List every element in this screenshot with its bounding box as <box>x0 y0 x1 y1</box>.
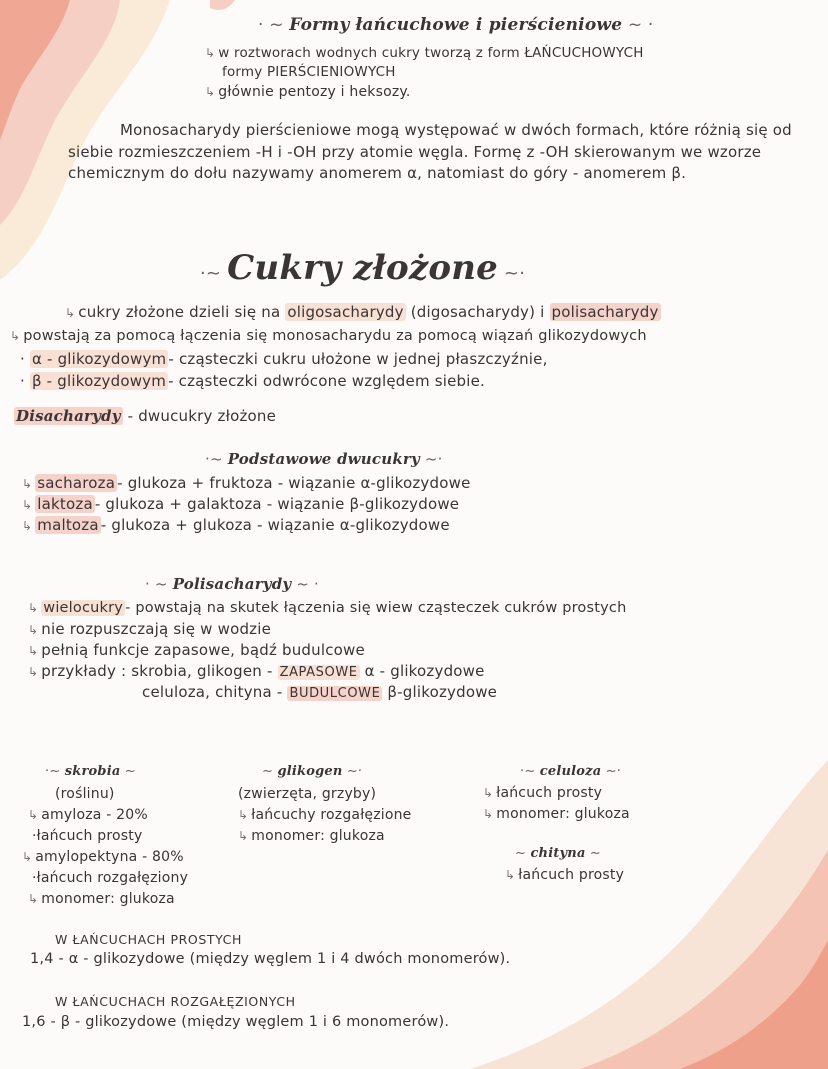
note-branched-chains-title: W ŁAŃCUCHACH ROZGAŁĘZIONYCH <box>55 994 296 1009</box>
bullet-water-solutions: ↳ w roztworach wodnych cukry tworzą z form ŁAŃCUCHOWYCH <box>205 45 644 61</box>
heading-glycogen: ~ glikogen ~· <box>262 764 363 779</box>
note-straight-chains-title: W ŁAŃCUCHACH PROSTYCH <box>55 932 243 947</box>
heading-chain-ring-forms: · ~ Formy łańcuchowe i pierścieniowe ~ · <box>258 15 654 35</box>
heading-cellulose: ·~ celuloza ~· <box>520 764 622 779</box>
heading-polysaccharides: · ~ Polisacharydy ~ · <box>145 575 319 593</box>
line-alpha-bond: · α - glikozydowym - cząsteczki cukru ułożone w jednej płaszczyźnie, <box>20 350 548 368</box>
arrow-icon: ↳ <box>483 807 494 821</box>
list-item: ·łańcuch rozgałęziony <box>32 870 189 886</box>
heading-complex-sugars: ·~ Cukry złożone ~· <box>200 248 526 288</box>
list-item: ↳ laktoza - glukoza + galaktoza - wiązanie β-glikozydowe <box>22 495 460 513</box>
arrow-icon: ↳ <box>28 808 39 822</box>
arrow-icon: ↳ <box>65 306 76 320</box>
arrow-icon: ↳ <box>505 868 516 882</box>
arrow-icon: ↳ <box>10 329 21 343</box>
line-beta-bond: · β - glikozydowym - cząsteczki odwrócone względem siebie. <box>20 372 486 390</box>
list-item: ↳ maltoza - glukoza + glukoza - wiązanie α-glikozydowe <box>22 516 450 534</box>
arrow-icon: ↳ <box>238 808 249 822</box>
starch-source: (roślinu) <box>55 786 115 802</box>
list-item: ↳ łańcuch prosty <box>505 867 625 883</box>
arrow-icon: ↳ <box>483 786 494 800</box>
line-division: ↳ cukry złożone dzieli się na oligosacharydy (digosacharydy) i polisacharydy <box>65 303 659 321</box>
arrow-icon: ↳ <box>28 601 39 615</box>
list-item: ↳ monomer: glukoza <box>483 806 630 822</box>
arrow-icon: ↳ <box>205 85 216 99</box>
bullet-examples-storage: ↳ przykłady : skrobia, glikogen - ZAPASOWE α - glikozydowe <box>28 662 485 680</box>
label-disaccharides: Disacharydy <box>16 407 121 425</box>
bullet-pentoses-hexoses: ↳ głównie pentozy i heksozy. <box>205 84 411 100</box>
bullet-insoluble: ↳ nie rozpuszczają się w wodzie <box>28 620 272 638</box>
arrow-icon: ↳ <box>22 850 33 864</box>
arrow-icon: ↳ <box>28 644 39 658</box>
highlight-storage: ZAPASOWE <box>279 665 358 680</box>
arrow-icon: ↳ <box>22 498 33 512</box>
highlight-oligosaccharides: oligosacharydy <box>287 303 404 321</box>
bullet-multisugars: ↳ wielocukry - powstają na skutek łączenia się wiew cząsteczek cukrów prostych <box>28 600 627 616</box>
arrow-icon: ↳ <box>205 46 216 60</box>
arrow-icon: ↳ <box>28 892 39 906</box>
highlight-polysaccharides: polisacharydy <box>551 303 659 321</box>
highlight-beta-glycosidic: β - glikozydowym <box>31 372 167 390</box>
note-straight-chains-text: 1,4 - α - glikozydowe (między węglem 1 i 4 dwóch monomerów). <box>30 951 511 967</box>
list-item: ↳ łańcuchy rozgałęzione <box>238 807 412 823</box>
glycogen-source: (zwierzęta, grzyby) <box>238 786 377 802</box>
heading-basic-disaccharides: ·~ Podstawowe dwucukry ~· <box>205 450 443 468</box>
arrow-icon: ↳ <box>28 623 39 637</box>
list-item: ↳ łańcuch prosty <box>483 785 603 801</box>
line-glycosidic-bonds: ↳ powstają za pomocą łączenia się monosacharydu za pomocą wiązań glikozydowych <box>10 328 647 344</box>
heading-starch: ·~ skrobia ~ <box>45 764 136 779</box>
list-item: ↳ sacharoza - glukoza + fruktoza - wiązanie α-glikozydowe <box>22 474 471 492</box>
list-item: ↳ amylopektyna - 80% <box>22 849 184 865</box>
highlight-structural: BUDULCOWE <box>289 686 381 701</box>
heading-chitin: ~ chityna ~ <box>515 846 602 861</box>
list-item: ↳ amyloza - 20% <box>28 807 148 823</box>
highlight-maltose: maltoza <box>37 516 99 534</box>
bullet-examples-structural: celuloza, chityna - BUDULCOWE β-glikozydowe <box>142 683 498 701</box>
arrow-icon: ↳ <box>28 665 39 679</box>
list-item: ↳ monomer: glukoza <box>28 891 175 907</box>
arrow-icon: ↳ <box>22 477 33 491</box>
note-branched-chains-text: 1,6 - β - glikozydowe (między węglem 1 i 6 monomerów). <box>22 1014 450 1030</box>
highlight-sucrose: sacharoza <box>37 474 116 492</box>
arrow-icon: ↳ <box>22 519 33 533</box>
arrow-icon: ↳ <box>238 829 249 843</box>
highlight-wielocukry: wielocukry <box>43 600 124 616</box>
bullet-functions: ↳ pełnią funkcje zapasowe, bądź budulcowe <box>28 641 365 659</box>
line-disaccharides: Disacharydy - dwucukry złożone <box>16 407 277 425</box>
list-item: ·łańcuch prosty <box>32 828 143 844</box>
bullet-ring-forms: formy PIERŚCIENIOWYCH <box>222 64 396 80</box>
highlight-lactose: laktoza <box>37 495 93 513</box>
list-item: ↳ monomer: glukoza <box>238 828 385 844</box>
highlight-alpha-glycosidic: α - glikozydowym <box>31 350 167 368</box>
paragraph-anomers: Monosacharydy pierścieniowe mogą występować w dwóch formach, które różnią się od siebie rozmieszczeniem -H i -OH przy atomie węgla. Formę z -OH skierowanym we wzorze chemicznym do dołu nazywamy anomerem α, natomiast do góry - anomerem β. <box>68 121 792 182</box>
